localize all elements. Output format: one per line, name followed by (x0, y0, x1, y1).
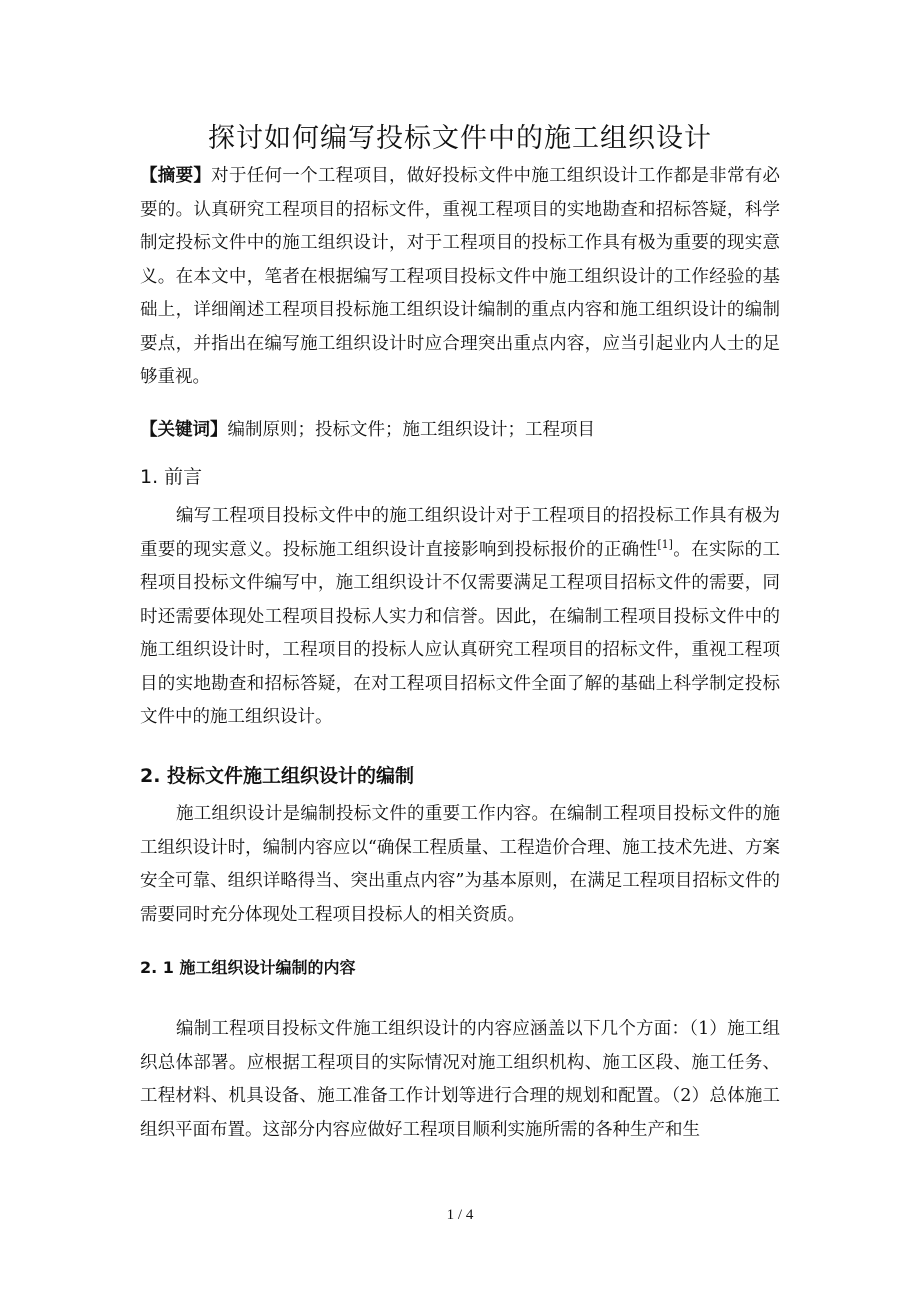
section-2-1-paragraph: 编制工程项目投标文件施工组织设计的内容应涵盖以下几个方面：（1）施工组织总体部署。应根据工程项目的实际情况对施工组织机构、施工区段、施工任务、工程材料、机具设备、施工准备工作计划等进行合理的规划和配置。（2）总体施工组织平面布置。这部分内容应做好工程项目顺利实施所需的各种生产和生 (140, 1019, 780, 1140)
page-number: 1 / 4 (446, 1207, 474, 1223)
keywords-text: 编制原则；投标文件；施工组织设计；工程项目 (227, 420, 595, 440)
section-1-heading: 1. 前言 (140, 466, 203, 488)
abstract-label: 【摘要】 (140, 166, 212, 186)
section-2-1-heading: 2. 1 施工组织设计编制的内容 (140, 958, 356, 977)
section-1-text-b: 。在实际的工程项目投标文件编写中，施工组织设计不仅需要满足工程项目招标文件的需要，同时还需要体现处工程项目投标人实力和信誉。因此，在编制工程项目投标文件中的施工组织设计时，工程项目的投标人应认真研究工程项目的招标文件，重视工程项目的实地勘查和招标答疑，在对工程项目招标文件全面了解的基础上科学制定投标文件中的施工组织设计。 (140, 539, 781, 727)
abstract-paragraph (140, 160, 780, 395)
section-1-paragraph (140, 500, 780, 735)
section-2-heading: 2. 投标文件施工组织设计的编制 (140, 765, 415, 787)
abstract-text: 对于任何一个工程项目，做好投标文件中施工组织设计工作都是非常有必要的。认真研究工程项目的招标文件，重视工程项目的实地勘查和招标答疑，科学制定投标文件中的施工组织设计，对于工程项目的投标工作具有极为重要的现实意义。在本文中，笔者在根据编写工程项目投标文件中施工组织设计的工作经验的基础上，详细阐述工程项目投标施工组织设计编制的重点内容和施工组织设计的编制要点，并指出在编写施工组织设计时应合理突出重点内容，应当引起业内人士的足够重视。 (140, 166, 781, 387)
section-1-text-a: 编写工程项目投标文件中的施工组织设计对于工程项目的招投标工作具有极为重要的现实意义。投标施工组织设计直接影响到投标报价的正确性 (140, 506, 780, 560)
citation-ref: [1] (657, 537, 673, 551)
keywords-line (140, 414, 780, 448)
section-2-paragraph: 施工组织设计是编制投标文件的重要工作内容。在编制工程项目投标文件的施工组织设计时，编制内容应以“确保工程质量、工程造价合理、施工技术先进、方案安全可靠、组织详略得当、突出重点内容”为基本原则，在满足工程项目招标文件的需要同时充分体现处工程项目投标人的相关资质。 (140, 804, 780, 925)
document-title: 探讨如何编写投标文件中的施工组织设计 (208, 123, 712, 154)
keywords-label: 【关键词】 (140, 420, 228, 440)
